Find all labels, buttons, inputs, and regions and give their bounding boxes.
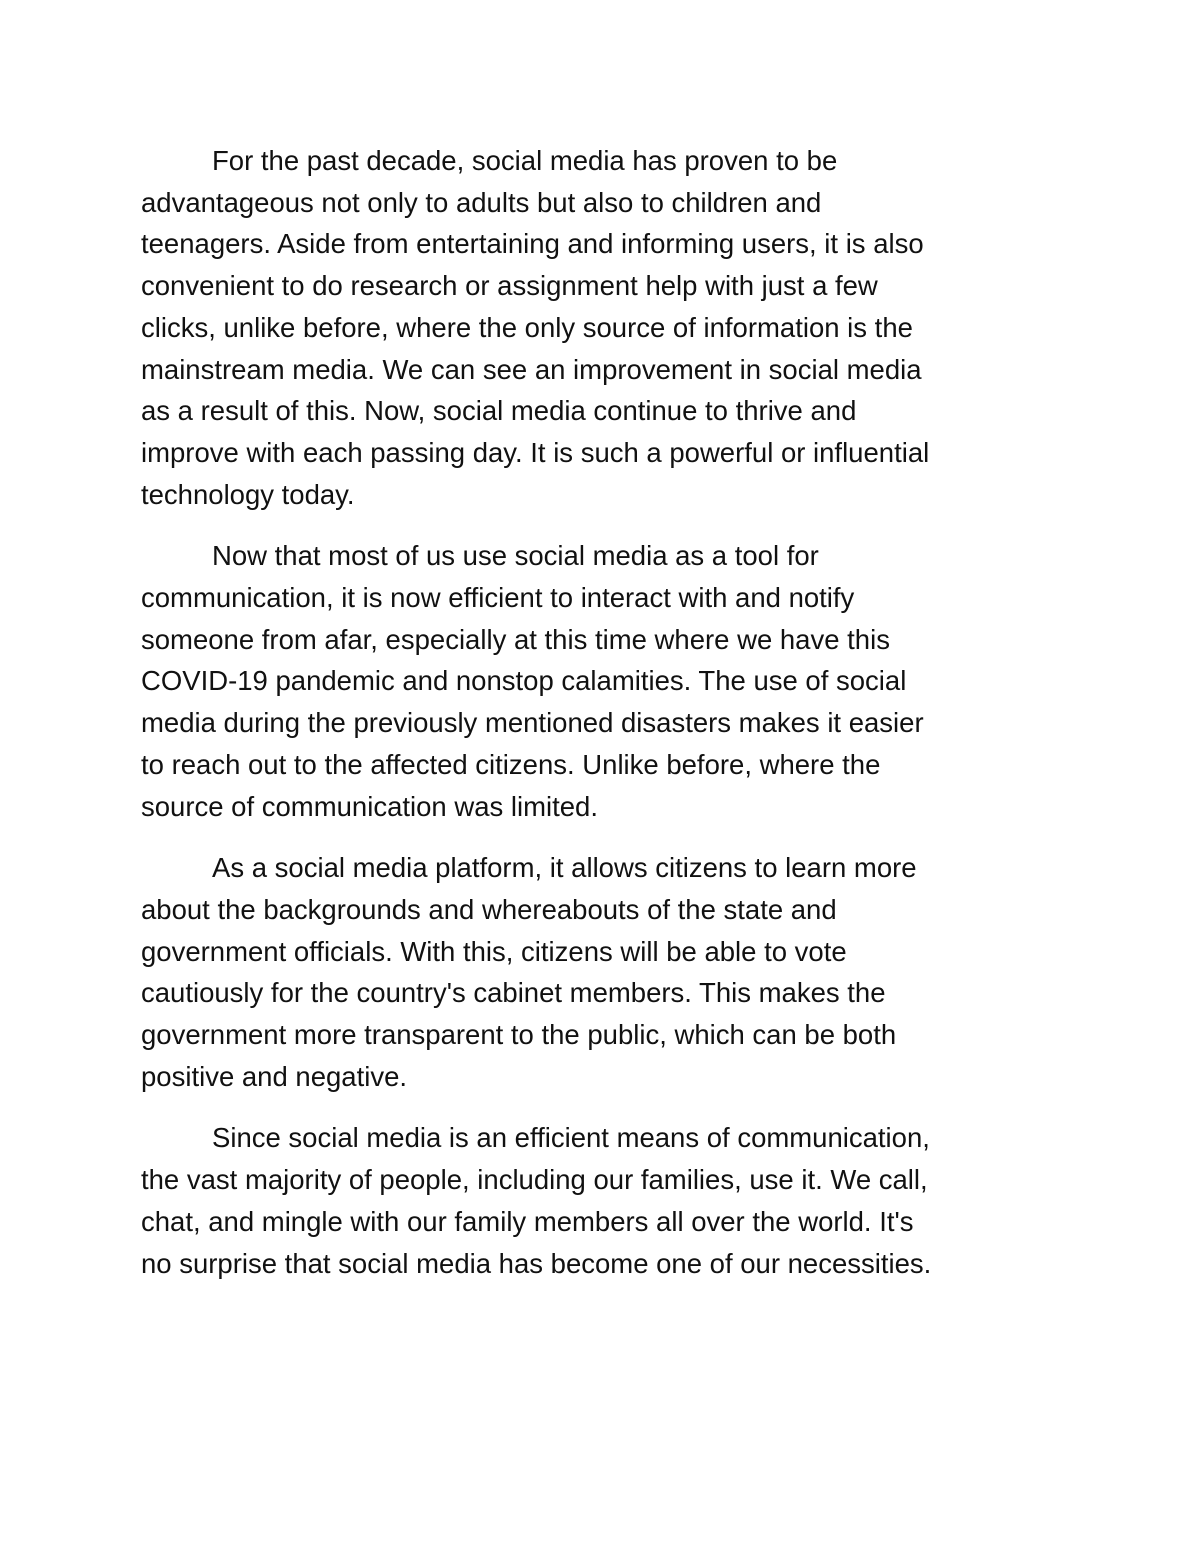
text-line: to reach out to the affected citizens. Unlike before, where the: [141, 748, 881, 780]
text-line: chat, and mingle with our family members all over the world. It's: [141, 1205, 914, 1237]
text-line: media during the previously mentioned disasters makes it easier: [141, 707, 924, 739]
text-line: cautiously for the country's cabinet members. This makes the: [141, 977, 886, 1009]
text-line: the vast majority of people, including our families, use it. We call,: [141, 1164, 928, 1196]
text-line: advantageous not only to adults but also to children and: [141, 186, 822, 218]
paragraph-1: [141, 140, 1051, 515]
text-line: Now that most of us use social media as a tool for: [212, 540, 819, 572]
text-line: someone from afar, especially at this time where we have this: [141, 623, 890, 655]
text-line: about the backgrounds and whereabouts of the state and: [141, 893, 837, 925]
paragraph-2: [141, 535, 1051, 827]
text-line: source of communication was limited.: [141, 790, 598, 822]
text-line: positive and negative.: [141, 1060, 408, 1092]
text-line: government officials. With this, citizens will be able to vote: [141, 935, 847, 967]
text-line: clicks, unlike before, where the only source of information is the: [141, 311, 913, 343]
text-line: government more transparent to the public, which can be both: [141, 1019, 897, 1051]
text-line: as a result of this. Now, social media continue to thrive and: [141, 395, 857, 427]
document-body: [141, 140, 1051, 1304]
text-line: improve with each passing day. It is such a powerful or influential: [141, 436, 930, 468]
text-line: As a social media platform, it allows citizens to learn more: [212, 852, 917, 884]
text-line: technology today.: [141, 478, 355, 510]
text-line: For the past decade, social media has proven to be: [212, 145, 838, 176]
paragraph-3: [141, 847, 1051, 1097]
text-line: mainstream media. We can see an improvement in social media: [141, 353, 922, 385]
paragraph-4: [141, 1117, 1051, 1284]
text-line: no surprise that social media has become one of our necessities.: [141, 1247, 932, 1279]
text-line: communication, it is now efficient to interact with and notify: [141, 582, 855, 614]
text-line: teenagers. Aside from entertaining and informing users, it is also: [141, 228, 924, 260]
text-line: Since social media is an efficient means of communication,: [212, 1122, 930, 1154]
text-line: COVID-19 pandemic and nonstop calamities. The use of social: [141, 665, 907, 697]
text-line: convenient to do research or assignment help with just a few: [141, 270, 878, 302]
